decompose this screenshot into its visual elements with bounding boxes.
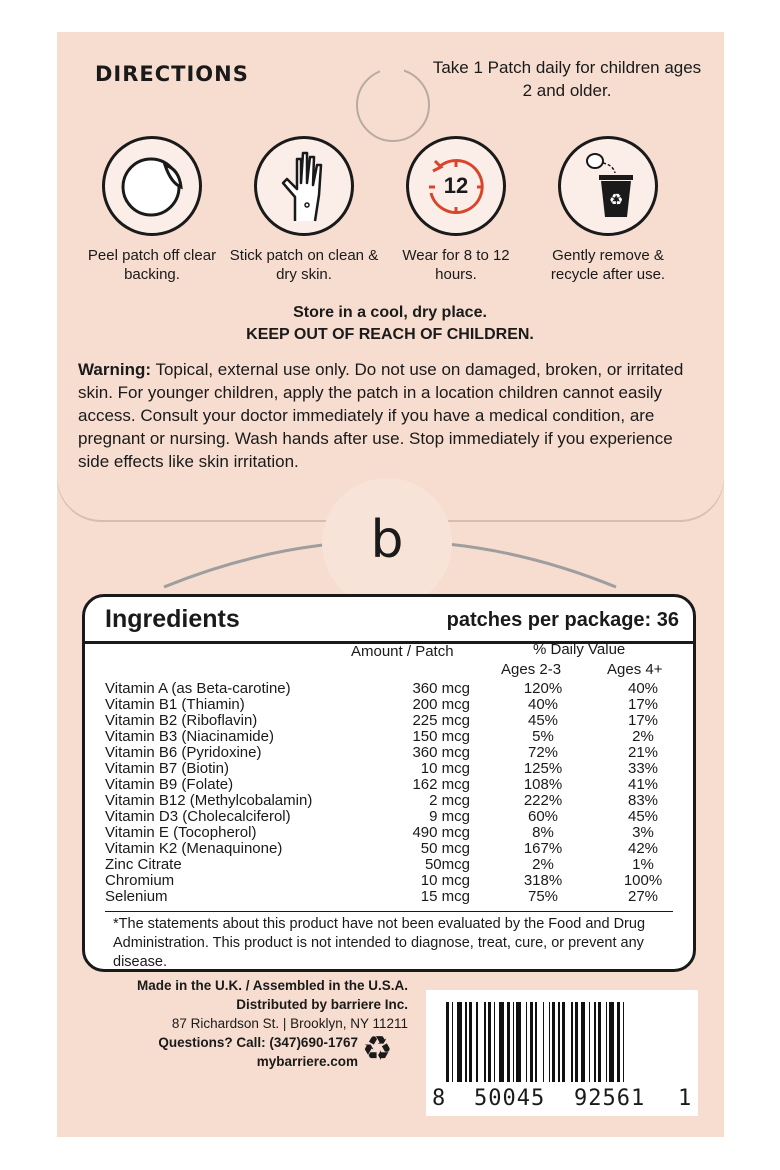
step-stick: [229, 136, 379, 284]
amount: 9 mcg: [429, 808, 470, 825]
amount: 50mcg: [424, 856, 470, 873]
hang-hole: [356, 68, 430, 142]
amount: 10 mcg: [420, 872, 470, 889]
barcode-bar: [530, 1002, 533, 1082]
ingredient-name: Chromium: [105, 872, 175, 889]
ingredient-name: Vitamin B12 (Methylcobalamin): [105, 792, 313, 809]
dv-ages-4: 17%: [627, 696, 659, 713]
storage-text: [60, 302, 720, 346]
ingredients-title: Ingredients: [105, 605, 240, 633]
amount: 360 mcg: [412, 680, 470, 697]
barcode-group-1: 50045: [474, 1086, 546, 1111]
ingredient-name: Vitamin B1 (Thiamin): [105, 696, 245, 713]
barcode-bar: [575, 1002, 578, 1082]
step-peel: [77, 136, 227, 284]
ingredients-panel: [82, 594, 696, 972]
barcode-bars: [446, 1002, 694, 1082]
barcode-bar: [499, 1002, 504, 1082]
barcode-bar: [457, 1002, 462, 1082]
barcode-bar: [552, 1002, 555, 1082]
amount: 490 mcg: [412, 824, 470, 841]
dv-ages-4: 17%: [627, 712, 659, 729]
step-label: Peel patch off clear backing.: [87, 247, 217, 283]
barcode-bar: [543, 1002, 545, 1082]
step-remove: [533, 136, 683, 284]
barcode-bar: [606, 1002, 608, 1082]
step-label: Gently remove & recycle after use.: [550, 247, 666, 283]
amount: 15 mcg: [420, 888, 470, 905]
dv-ages-2-3: 167%: [523, 840, 563, 857]
dv-ages-2-3: 120%: [523, 680, 563, 697]
amount: 225 mcg: [412, 712, 470, 729]
amount: 150 mcg: [412, 728, 470, 745]
barcode-bar: [446, 1002, 449, 1082]
dv-ages-4: 41%: [627, 776, 659, 793]
ingredient-name: Vitamin B7 (Biotin): [105, 760, 229, 777]
dv-ages-4: 83%: [627, 792, 659, 809]
manufacturer-info: [82, 976, 408, 1071]
dosage-text: Take 1 Patch daily for children ages 2 and older.: [432, 58, 702, 100]
step-label: Stick patch on clean & dry skin.: [229, 247, 379, 283]
made-in: Made in the U.K. / Assembled in the U.S.A.: [136, 978, 408, 993]
disclaimer-rule: [105, 911, 673, 912]
barcode-bar: [452, 1002, 454, 1082]
ingredient-name: Vitamin K2 (Menaquinone): [105, 840, 283, 857]
barcode-bar: [535, 1002, 537, 1082]
barcode-bar: [513, 1002, 515, 1082]
dv-ages-2-3: 45%: [527, 712, 559, 729]
hand-icon: [254, 136, 354, 236]
ingredient-name: Vitamin D3 (Cholecalciferol): [105, 808, 291, 825]
website: mybarriere.com: [256, 1054, 358, 1069]
barcode-bar: [484, 1002, 486, 1082]
recycle-icon: ♻: [362, 1030, 393, 1068]
dv-ages-2-3: 108%: [523, 776, 563, 793]
barcode-bar: [469, 1002, 472, 1082]
dv-ages-2-3: 222%: [523, 792, 563, 809]
warning-text: Topical, external use only. Do not use on damaged, broken, or irritated skin. For younger children, apply the patch in a location children cannot easily access. Consult your doctor immediately if you have a medical condition, are pregnant or nursing. Wash hands after use. Stop immediately if you experience side effects like skin irritation.: [78, 360, 684, 471]
dv-ages-4: 100%: [623, 872, 663, 889]
col-ages-4: Ages 4+: [607, 661, 663, 678]
col-amount: Amount / Patch: [351, 643, 454, 660]
amount: 10 mcg: [420, 760, 470, 777]
dv-ages-2-3: 318%: [523, 872, 563, 889]
barcode-bar: [516, 1002, 521, 1082]
keep-out-of-reach: KEEP OUT OF REACH OF CHILDREN.: [246, 326, 534, 343]
amount: 50 mcg: [420, 840, 470, 857]
barcode-bar: [526, 1002, 528, 1082]
dv-ages-2-3: 60%: [527, 808, 559, 825]
dv-ages-4: 27%: [627, 888, 659, 905]
barcode-bar: [476, 1002, 478, 1082]
barcode-bar: [562, 1002, 565, 1082]
dv-ages-2-3: 125%: [523, 760, 563, 777]
barcode-bar: [609, 1002, 614, 1082]
barcode-bar: [581, 1002, 586, 1082]
barcode: [426, 990, 698, 1116]
dv-ages-2-3: 8%: [532, 824, 554, 841]
ingredient-name: Vitamin B6 (Pyridoxine): [105, 744, 262, 761]
ingredient-name: Vitamin E (Tocopherol): [105, 824, 257, 841]
col-daily-value: % Daily Value: [533, 641, 626, 658]
patches-per-package: patches per package: 36: [446, 609, 679, 631]
dv-ages-4: 1%: [632, 856, 654, 873]
svg-text:♻: ♻: [608, 190, 624, 209]
barcode-bar: [494, 1002, 496, 1082]
warning-label: Warning:: [78, 360, 152, 379]
amount: 162 mcg: [412, 776, 470, 793]
dv-ages-4: 45%: [627, 808, 659, 825]
fda-disclaimer: *The statements about this product have not been evaluated by the Food and Drug Administration. This product is not intended to diagnose, treat, cure, or prevent any disease.: [113, 916, 646, 970]
ingredient-name: Vitamin B9 (Folate): [105, 776, 234, 793]
dv-ages-4: 40%: [627, 680, 659, 697]
dv-ages-2-3: 72%: [527, 744, 559, 761]
barcode-digit-left: 8: [432, 1086, 447, 1111]
ingredient-name: Selenium: [105, 888, 168, 905]
brand-logo: b: [370, 510, 404, 570]
barcode-bar: [488, 1002, 491, 1082]
col-ages-2-3: Ages 2-3: [501, 661, 562, 678]
distributed-by: Distributed by barriere Inc.: [236, 997, 408, 1012]
amount: 200 mcg: [412, 696, 470, 713]
hang-hole-gap: [380, 64, 404, 76]
barcode-bar: [571, 1002, 573, 1082]
address: 87 Richardson St. | Brooklyn, NY 11211: [171, 1016, 408, 1031]
ingredient-name: Vitamin B2 (Riboflavin): [105, 712, 258, 729]
questions-phone: Questions? Call: (347)690-1767: [158, 1035, 358, 1050]
barcode-bar: [623, 1002, 625, 1082]
dv-ages-4: 33%: [627, 760, 659, 777]
dv-ages-2-3: 40%: [527, 696, 559, 713]
dv-ages-4: 2%: [632, 728, 654, 745]
ingredient-name: Vitamin A (as Beta-carotine): [105, 680, 291, 697]
dv-ages-4: 21%: [627, 744, 659, 761]
barcode-group-2: 92561: [574, 1086, 646, 1111]
ingredient-name: Vitamin B3 (Niacinamide): [105, 728, 274, 745]
amount: 2 mcg: [429, 792, 470, 809]
peel-patch-icon: [102, 136, 202, 236]
warning-paragraph: [78, 358, 708, 473]
barcode-bar: [589, 1002, 591, 1082]
barcode-bar: [617, 1002, 620, 1082]
amount: 360 mcg: [412, 744, 470, 761]
barcode-bar: [549, 1002, 551, 1082]
dv-ages-2-3: 5%: [532, 728, 554, 745]
recycle-bin-icon: [558, 136, 658, 236]
dv-ages-4: 42%: [627, 840, 659, 857]
clock-12-icon: [406, 136, 506, 236]
barcode-bar: [558, 1002, 560, 1082]
ingredient-name: Zinc Citrate: [105, 856, 182, 873]
clock-number: 12: [443, 173, 469, 198]
barcode-digit-right: 1: [678, 1086, 693, 1111]
step-label: Wear for 8 to 12 hours.: [402, 247, 510, 283]
store-cool-dry: Store in a cool, dry place.: [293, 304, 487, 321]
dv-ages-4: 3%: [632, 824, 654, 841]
dv-ages-2-3: 2%: [532, 856, 554, 873]
barcode-bar: [465, 1002, 467, 1082]
directions-title: DIRECTIONS: [95, 62, 249, 86]
barcode-bar: [594, 1002, 596, 1082]
barcode-bar: [598, 1002, 601, 1082]
step-wear: [381, 136, 531, 284]
barcode-bar: [507, 1002, 510, 1082]
dv-ages-2-3: 75%: [527, 888, 559, 905]
